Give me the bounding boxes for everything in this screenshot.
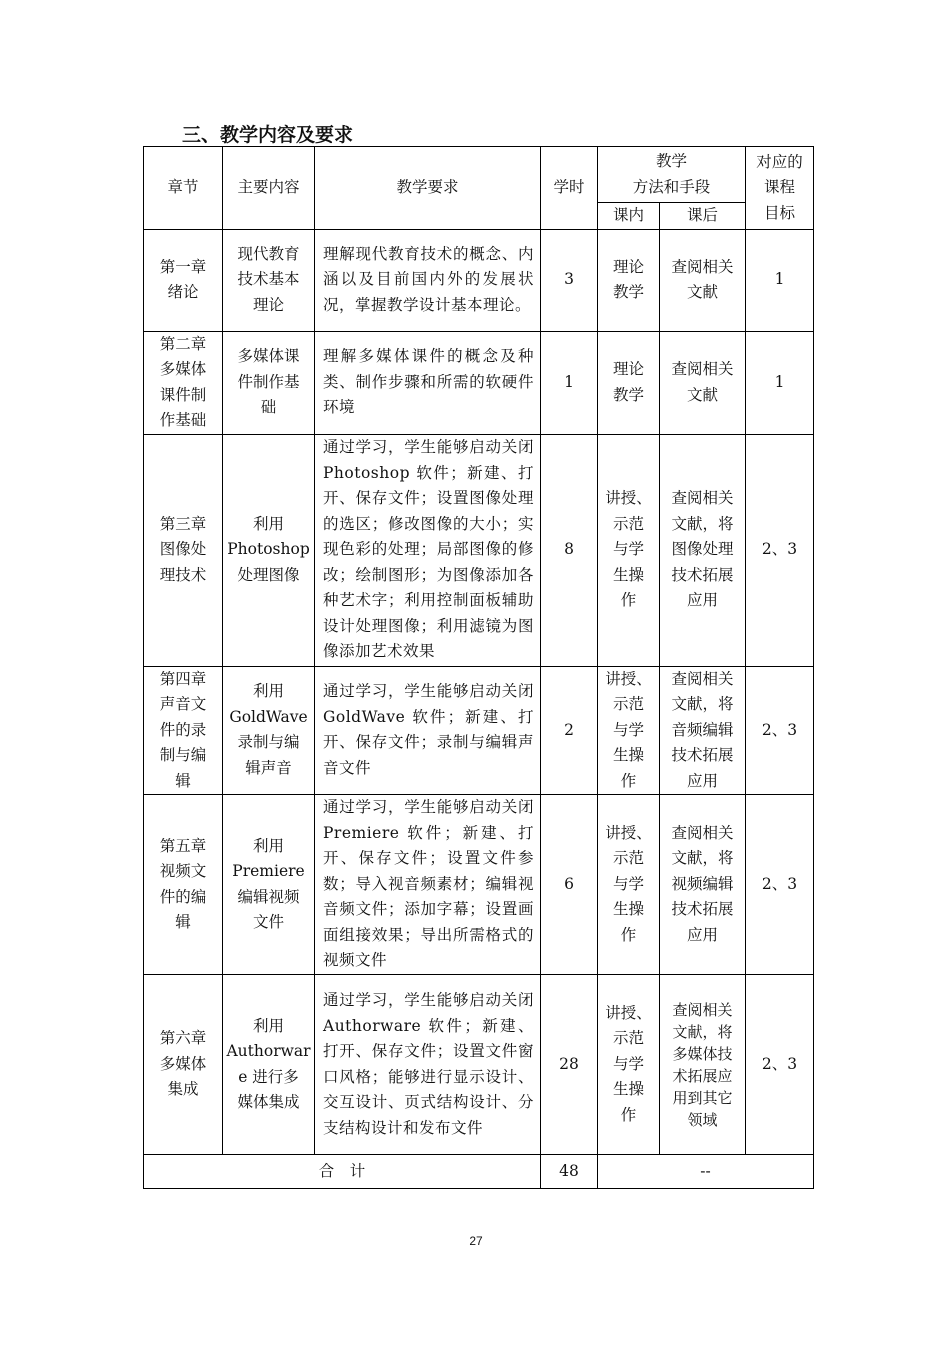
- after-class-method-cell: 查阅相关 文献，将 音频编辑 技术拓展 应用: [660, 666, 746, 795]
- requirement-cell: 理解现代教育技术的概念、内涵以及目前国内外的发展状况，掌握教学设计基本理论。: [315, 229, 541, 331]
- requirement-cell: 通过学习，学生能够启动关闭 Authorware 软件；新建、打开、保存文件；设置文件窗口风格；能够进行显示设计、交互设计、页式结构设计、分支结构设计和发布文件: [315, 975, 541, 1155]
- header-row: [144, 147, 814, 203]
- table-row: [144, 666, 814, 795]
- objective-cell: 1: [746, 331, 814, 434]
- teaching-content-table: [143, 146, 814, 1189]
- after-class-method-cell: 查阅相关 文献，将 图像处理 技术拓展 应用: [660, 434, 746, 666]
- header-methods: 教学 方法和手段: [598, 147, 746, 203]
- hours-cell: 2: [541, 666, 598, 795]
- in-class-method-cell: 理论 教学: [598, 229, 660, 331]
- content-cell: 多媒体课 件制作基 础: [223, 331, 315, 434]
- chapter-cell: 第一章 绪论: [144, 229, 223, 331]
- chapter-cell: 第四章 声音文 件的录 制与编 辑: [144, 666, 223, 795]
- in-class-method-cell: 讲授、 示范 与学 生操 作: [598, 666, 660, 795]
- header-objectives: 对应的 课程 目标: [746, 147, 814, 230]
- objective-cell: 2、3: [746, 434, 814, 666]
- chapter-cell: 第三章 图像处 理技术: [144, 434, 223, 666]
- content-cell: 利用 Photoshop 处理图像: [223, 434, 315, 666]
- chapter-cell: 第五章 视频文 件的编 辑: [144, 795, 223, 975]
- hours-cell: 3: [541, 229, 598, 331]
- header-main-content: 主要内容: [223, 147, 315, 230]
- content-cell: 利用 Authorwar e 进行多 媒体集成: [223, 975, 315, 1155]
- in-class-method-cell: 讲授、 示范 与学 生操 作: [598, 795, 660, 975]
- in-class-method-cell: 理论 教学: [598, 331, 660, 434]
- objective-cell: 2、3: [746, 975, 814, 1155]
- content-cell: 利用 GoldWave 录制与编 辑声音: [223, 666, 315, 795]
- objective-cell: 1: [746, 229, 814, 331]
- table-row: [144, 795, 814, 975]
- requirement-cell: 通过学习，学生能够启动关闭 GoldWave 软件；新建、打开、保存文件；录制与编辑声音文件: [315, 666, 541, 795]
- total-methods: --: [598, 1155, 814, 1189]
- header-after-class: 课后: [660, 203, 746, 230]
- total-hours: 48: [541, 1155, 598, 1189]
- header-chapter: 章节: [144, 147, 223, 230]
- chapter-cell: 第二章 多媒体 课件制 作基础: [144, 331, 223, 434]
- chapter-cell: 第六章 多媒体 集成: [144, 975, 223, 1155]
- header-hours: 学时: [541, 147, 598, 230]
- content-cell: 利用 Premiere 编辑视频 文件: [223, 795, 315, 975]
- page-number: 27: [469, 1234, 483, 1248]
- objective-cell: 2、3: [746, 666, 814, 795]
- after-class-method-cell: 查阅相关 文献，将 多媒体技 术拓展应 用到其它 领域: [660, 975, 746, 1155]
- content-cell: 现代教育 技术基本 理论: [223, 229, 315, 331]
- total-label: 合 计: [144, 1155, 541, 1189]
- in-class-method-cell: 讲授、 示范 与学 生操 作: [598, 434, 660, 666]
- requirement-cell: 理解多媒体课件的概念及种类、制作步骤和所需的软硬件环境: [315, 331, 541, 434]
- table-row: [144, 229, 814, 331]
- in-class-method-cell: 讲授、 示范 与学 生操 作: [598, 975, 660, 1155]
- hours-cell: 6: [541, 795, 598, 975]
- objective-cell: 2、3: [746, 795, 814, 975]
- header-in-class: 课内: [598, 203, 660, 230]
- hours-cell: 1: [541, 331, 598, 434]
- after-class-method-cell: 查阅相关 文献: [660, 229, 746, 331]
- header-requirements: 教学要求: [315, 147, 541, 230]
- table-row: [144, 975, 814, 1155]
- requirement-cell: 通过学习，学生能够启动关闭 Premiere 软件；新建、打开、保存文件；设置文件参数；导入视音频素材；编辑视音频文件；添加字幕；设置画面组接效果；导出所需格式的视频文件: [315, 795, 541, 975]
- after-class-method-cell: 查阅相关 文献，将 视频编辑 技术拓展 应用: [660, 795, 746, 975]
- section-title: 三、教学内容及要求: [182, 124, 354, 146]
- hours-cell: 8: [541, 434, 598, 666]
- table-row: [144, 331, 814, 434]
- requirement-cell: 通过学习，学生能够启动关闭 Photoshop 软件；新建、打开、保存文件；设置图像处理的选区；修改图像的大小；实现色彩的处理；局部图像的修改；绘制图形；为图像添加各种艺术字；利用控制面板辅助设计处理图像；利用滤镜为图像添加艺术效果: [315, 434, 541, 666]
- hours-cell: 28: [541, 975, 598, 1155]
- table-row: [144, 434, 814, 666]
- total-row: [144, 1155, 814, 1189]
- after-class-method-cell: 查阅相关 文献: [660, 331, 746, 434]
